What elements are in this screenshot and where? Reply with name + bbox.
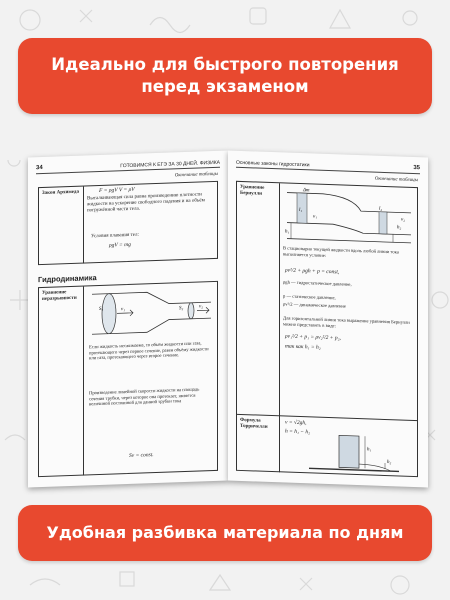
torricelli-term: Формула Торричелли bbox=[240, 417, 268, 431]
bernoulli-formula-1: ρv²/2 + ρgh + p = const, bbox=[285, 267, 340, 276]
right-running-header bbox=[236, 159, 420, 174]
torricelli-diagram bbox=[299, 430, 411, 476]
floating-label: Условия плавания тел: bbox=[91, 232, 139, 240]
bernoulli-term: Уравнение Бернулли bbox=[240, 184, 265, 197]
right-page-number: 35 bbox=[413, 164, 420, 172]
bottom-banner bbox=[18, 505, 432, 561]
continuity-table bbox=[38, 281, 218, 477]
bernoulli-def-1: ρgh — гидростатическое давление, bbox=[283, 279, 352, 287]
torricelli-label-h1: h₁ bbox=[367, 447, 372, 453]
fig-label-h2: h₂ bbox=[397, 225, 402, 231]
continuity-text-2: Произведение линейной скорости жидкости на площадь сечения трубки, через которое она протекает, является величиной постоянной для данной трубки тока bbox=[89, 386, 200, 407]
bernoulli-def-3: ρv²/2 — динамическое давление bbox=[283, 301, 346, 309]
label-s2: S₂ bbox=[179, 306, 184, 312]
floating-formula: ρgV = mg bbox=[109, 241, 131, 249]
bernoulli-text-2: Для горизонтальной линии тока выражение уравнения Бернулли можно представить в виде: bbox=[283, 315, 410, 328]
torricelli-formula-1: v = √2gh, bbox=[285, 419, 307, 427]
table-divider bbox=[83, 187, 84, 264]
label-v1: v₁ bbox=[121, 307, 125, 313]
continuity-formula: Sv = const. bbox=[129, 452, 154, 459]
open-book bbox=[20, 140, 430, 492]
right-header-text: Основные законы гидростатики bbox=[236, 159, 310, 169]
archimedes-table bbox=[38, 181, 218, 265]
bernoulli-formula-2: ρv₁²/2 + p₁ = ρv₂²/2 + p₂, bbox=[285, 333, 341, 342]
top-banner-line-1: Идеально для быстрого повторения bbox=[51, 55, 399, 74]
right-page bbox=[228, 151, 428, 488]
section-title-hydrodynamics: Гидродинамика bbox=[38, 273, 97, 285]
table-divider bbox=[279, 183, 280, 472]
right-continuation: Окончание таблицы bbox=[374, 176, 418, 184]
left-page-number: 34 bbox=[36, 164, 43, 172]
fig-label-l1: l₁ bbox=[299, 207, 303, 214]
continuity-text-1: Если жидкость несжимаема, то объём жидкости или газа, протекающего через первое сечение, равен объёму жидкости или газа, протекающего через второе сечение. bbox=[89, 340, 209, 361]
fig-label-v2: v₂ bbox=[401, 217, 405, 223]
torricelli-formula-2: h = h₁ − h₂ bbox=[285, 428, 310, 436]
bottom-banner-text: Удобная разбивка материала по дням bbox=[46, 523, 404, 542]
left-header-text: ГОТОВИМСЯ К ЕГЭ ЗА 30 ДНЕЙ. ФИЗИКА bbox=[120, 159, 220, 170]
top-banner bbox=[18, 38, 432, 114]
archimedes-text: Выталкивающая сила равна произведению плотности жидкости на ускорение свободного падения и на объём погружённой части тела. bbox=[87, 192, 205, 214]
continuity-term: Уравнение неразрывности bbox=[42, 290, 77, 303]
torricelli-label-h2: h₂ bbox=[387, 460, 392, 466]
archimedes-term: Закон Архимеда bbox=[42, 189, 79, 197]
fig-label-l2: l₂ bbox=[379, 206, 383, 212]
fig-label-dm: Δm bbox=[303, 188, 310, 194]
left-page bbox=[28, 151, 228, 488]
bernoulli-formula-3: так как h₁ = h₂ bbox=[285, 343, 321, 351]
left-continuation: Окончание таблицы bbox=[174, 171, 218, 179]
archimedes-formula: F = ρgV V = ρV bbox=[99, 186, 135, 195]
bernoulli-text-1: В стационарно текущей жидкости вдоль любой линии тока выполняется условие: bbox=[283, 245, 399, 258]
pipe-diagram bbox=[87, 286, 215, 338]
bernoulli-diagram bbox=[283, 186, 415, 247]
table-divider bbox=[83, 287, 84, 476]
label-v2: v₂ bbox=[199, 304, 203, 310]
bernoulli-def-2: p — статическое давление, bbox=[283, 293, 336, 301]
label-s1: S₁ bbox=[99, 306, 104, 313]
bernoulli-table bbox=[236, 181, 418, 477]
top-banner-line-2: перед экзаменом bbox=[141, 77, 309, 96]
fig-label-v1: v₁ bbox=[313, 214, 317, 220]
fig-label-h1: h₁ bbox=[285, 229, 290, 235]
